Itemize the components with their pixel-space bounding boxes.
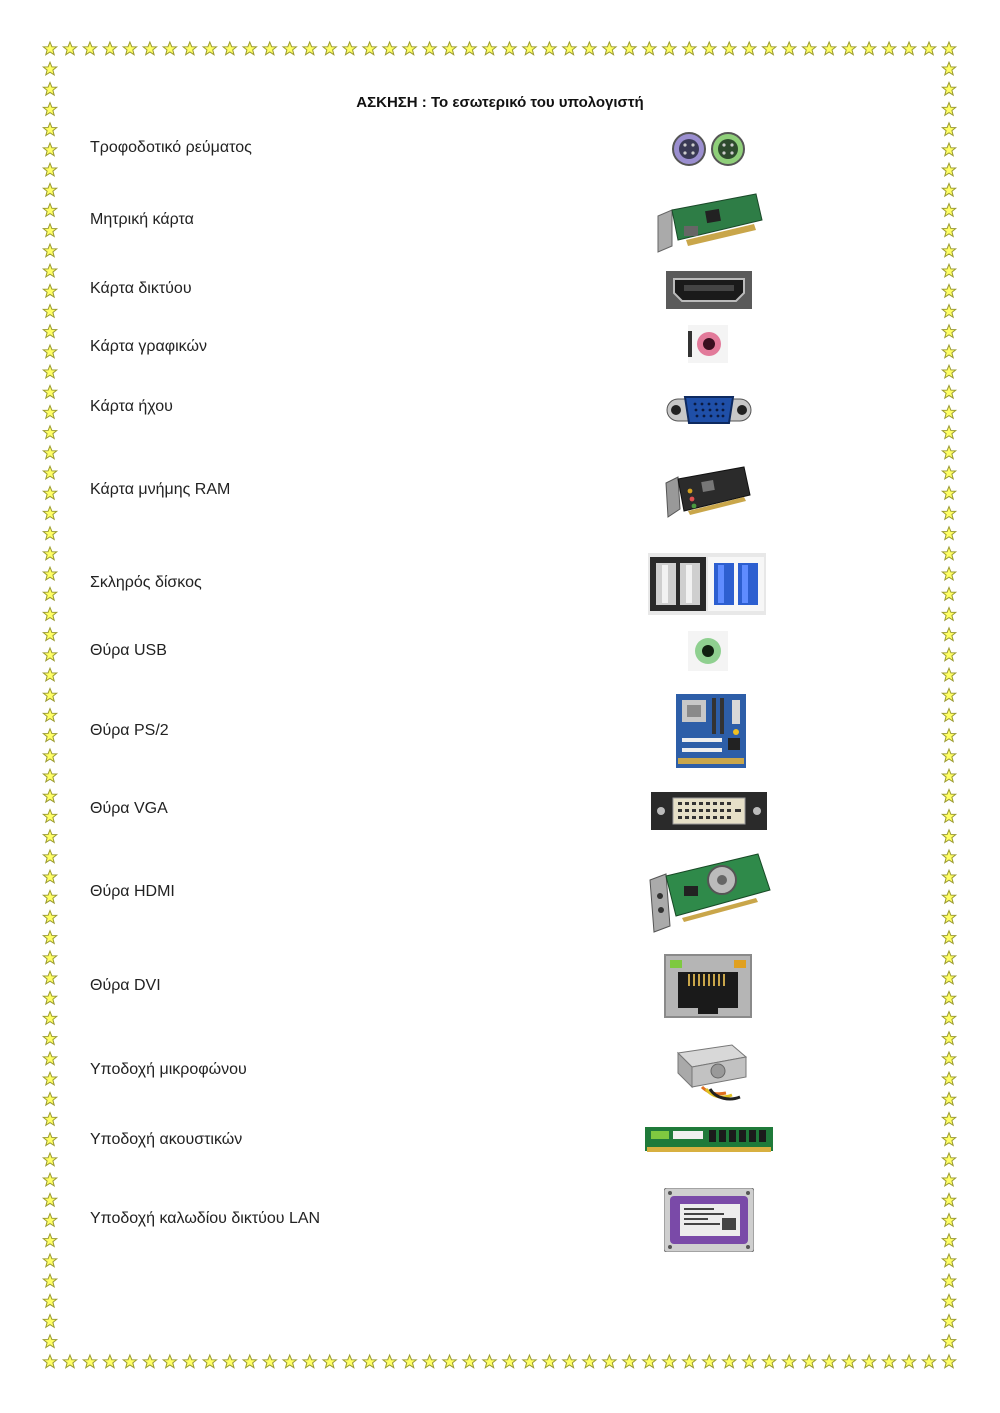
border-star-icon <box>203 1355 216 1368</box>
border-star-icon <box>583 1355 596 1368</box>
hard-disk-image[interactable] <box>664 1188 754 1252</box>
border-star-icon <box>103 42 116 55</box>
border-star-icon <box>43 244 56 257</box>
border-star-icon <box>942 1113 955 1126</box>
border-star-icon <box>603 1355 616 1368</box>
border-star-icon <box>902 1355 915 1368</box>
border-star-icon <box>43 466 56 479</box>
border-star-icon <box>942 628 955 641</box>
border-star-icon <box>942 486 955 499</box>
border-star-icon <box>942 749 955 762</box>
border-star-icon <box>942 264 955 277</box>
border-star-icon <box>43 890 56 903</box>
term-power-supply[interactable]: Τροφοδοτικό ρεύματος <box>90 139 252 156</box>
border-star-icon <box>323 42 336 55</box>
term-hard-disk[interactable]: Σκληρός δίσκος <box>90 574 202 591</box>
border-star-icon <box>623 42 636 55</box>
border-star-icon <box>942 931 955 944</box>
border-star-icon <box>43 1153 56 1166</box>
border-star-icon <box>43 406 56 419</box>
sound-card-image[interactable] <box>664 463 752 521</box>
border-star-icon <box>43 1315 56 1328</box>
border-star-icon <box>43 870 56 883</box>
border-star-icon <box>942 1052 955 1065</box>
border-star-icon <box>43 143 56 156</box>
border-star-icon <box>263 1355 276 1368</box>
border-star-icon <box>143 1355 156 1368</box>
border-star-icon <box>942 830 955 843</box>
term-headphone-socket[interactable]: Υποδοχή ακουστικών <box>90 1131 243 1148</box>
border-star-icon <box>183 1355 196 1368</box>
border-star-icon <box>143 42 156 55</box>
graphics-card-image[interactable] <box>648 852 772 934</box>
border-star-icon <box>363 1355 376 1368</box>
border-star-icon <box>43 547 56 560</box>
border-star-icon <box>43 163 56 176</box>
border-star-icon <box>643 1355 656 1368</box>
border-star-icon <box>942 244 955 257</box>
border-star-icon <box>483 1355 496 1368</box>
dvi-port-image[interactable] <box>651 792 767 830</box>
border-star-icon <box>942 1315 955 1328</box>
term-mic-socket[interactable]: Υποδοχή μικροφώνου <box>90 1061 247 1078</box>
border-star-icon <box>942 890 955 903</box>
border-star-icon <box>423 1355 436 1368</box>
border-star-icon <box>822 42 835 55</box>
border-star-icon <box>942 951 955 964</box>
worksheet-title: ΑΣΚΗΣΗ : Το εσωτερικό του υπολογιστή <box>356 94 644 111</box>
border-star-icon <box>942 1294 955 1307</box>
border-star-icon <box>862 1355 875 1368</box>
border-star-icon <box>942 1355 955 1368</box>
border-star-icon <box>43 325 56 338</box>
border-star-icon <box>43 769 56 782</box>
border-star-icon <box>942 789 955 802</box>
border-star-icon <box>922 1355 935 1368</box>
border-star-icon <box>43 668 56 681</box>
border-star-icon <box>43 1274 56 1287</box>
border-star-icon <box>942 1274 955 1287</box>
border-star-icon <box>43 587 56 600</box>
border-star-icon <box>683 1355 696 1368</box>
border-star-icon <box>43 204 56 217</box>
power-supply-image[interactable] <box>672 1043 752 1101</box>
border-star-icon <box>443 1355 456 1368</box>
border-star-icon <box>543 42 556 55</box>
border-star-icon <box>43 1032 56 1045</box>
border-star-icon <box>43 1092 56 1105</box>
border-star-icon <box>403 1355 416 1368</box>
ps2-ports-image[interactable] <box>670 127 748 171</box>
border-star-icon <box>363 42 376 55</box>
border-star-icon <box>942 466 955 479</box>
border-star-icon <box>103 1355 116 1368</box>
border-star-icon <box>43 1173 56 1186</box>
border-star-icon <box>463 1355 476 1368</box>
border-star-icon <box>942 325 955 338</box>
border-star-icon <box>443 42 456 55</box>
border-star-icon <box>683 42 696 55</box>
border-star-icon <box>942 305 955 318</box>
border-star-icon <box>43 1335 56 1348</box>
border-star-icon <box>43 224 56 237</box>
border-star-icon <box>643 42 656 55</box>
border-star-icon <box>43 284 56 297</box>
hdmi-port-image[interactable] <box>666 271 752 309</box>
border-star-icon <box>43 426 56 439</box>
lan-port-image[interactable] <box>664 954 752 1018</box>
term-ps2-port[interactable]: Θύρα PS/2 <box>90 722 169 739</box>
border-star-icon <box>383 42 396 55</box>
term-motherboard[interactable]: Μητρική κάρτα <box>90 211 194 228</box>
border-star-icon <box>43 1254 56 1267</box>
border-star-icon <box>942 1153 955 1166</box>
border-star-icon <box>942 1193 955 1206</box>
border-star-icon <box>43 709 56 722</box>
microphone-jack-image[interactable] <box>688 325 728 363</box>
border-star-icon <box>942 1335 955 1348</box>
border-star-icon <box>303 1355 316 1368</box>
border-star-icon <box>882 1355 895 1368</box>
border-star-icon <box>922 42 935 55</box>
border-star-icon <box>563 42 576 55</box>
border-star-icon <box>942 688 955 701</box>
border-star-icon <box>43 1113 56 1126</box>
border-star-icon <box>43 123 56 136</box>
border-star-icon <box>563 1355 576 1368</box>
border-star-icon <box>862 42 875 55</box>
border-star-icon <box>43 1052 56 1065</box>
border-star-icon <box>942 810 955 823</box>
border-star-icon <box>343 1355 356 1368</box>
border-star-icon <box>723 1355 736 1368</box>
border-star-icon <box>43 1355 56 1368</box>
border-star-icon <box>383 1355 396 1368</box>
border-star-icon <box>942 567 955 580</box>
border-star-icon <box>902 42 915 55</box>
border-star-icon <box>43 951 56 964</box>
border-star-icon <box>942 1012 955 1025</box>
border-star-icon <box>942 547 955 560</box>
border-star-icon <box>43 789 56 802</box>
border-star-icon <box>43 850 56 863</box>
border-star-icon <box>43 991 56 1004</box>
border-star-icon <box>663 1355 676 1368</box>
border-star-icon <box>243 1355 256 1368</box>
border-star-icon <box>942 971 955 984</box>
vga-port-image[interactable] <box>665 393 753 427</box>
border-star-icon <box>203 42 216 55</box>
border-star-icon <box>942 385 955 398</box>
border-star-icon <box>942 1173 955 1186</box>
border-star-icon <box>942 991 955 1004</box>
border-star-icon <box>942 769 955 782</box>
border-star-icon <box>942 365 955 378</box>
border-star-icon <box>822 1355 835 1368</box>
border-star-icon <box>83 1355 96 1368</box>
border-star-icon <box>43 1012 56 1025</box>
border-star-icon <box>623 1355 636 1368</box>
border-star-icon <box>782 1355 795 1368</box>
border-star-icon <box>43 446 56 459</box>
border-star-icon <box>942 143 955 156</box>
border-star-icon <box>63 1355 76 1368</box>
border-star-icon <box>43 971 56 984</box>
border-star-icon <box>543 1355 556 1368</box>
border-star-icon <box>43 305 56 318</box>
border-star-icon <box>882 42 895 55</box>
border-star-icon <box>283 42 296 55</box>
border-star-icon <box>942 123 955 136</box>
border-star-icon <box>942 527 955 540</box>
term-ram[interactable]: Κάρτα μνήμης RAM <box>90 481 231 498</box>
border-star-icon <box>942 1133 955 1146</box>
border-star-icon <box>703 42 716 55</box>
border-star-icon <box>842 42 855 55</box>
border-star-icon <box>303 42 316 55</box>
border-star-icon <box>942 1092 955 1105</box>
border-star-icon <box>523 42 536 55</box>
border-star-icon <box>323 1355 336 1368</box>
term-graphics-card[interactable]: Κάρτα γραφικών <box>90 338 207 355</box>
border-star-icon <box>942 224 955 237</box>
border-star-icon <box>663 42 676 55</box>
ram-module-image[interactable] <box>645 1125 773 1155</box>
border-star-icon <box>43 1294 56 1307</box>
border-star-icon <box>43 365 56 378</box>
border-star-icon <box>942 183 955 196</box>
border-star-icon <box>63 42 76 55</box>
border-star-icon <box>183 42 196 55</box>
headphone-jack-image[interactable] <box>688 631 728 671</box>
border-star-icon <box>743 42 756 55</box>
border-star-icon <box>463 42 476 55</box>
border-star-icon <box>942 911 955 924</box>
border-star-icon <box>942 62 955 75</box>
border-star-icon <box>942 1254 955 1267</box>
border-star-icon <box>942 1032 955 1045</box>
border-star-icon <box>223 1355 236 1368</box>
border-star-icon <box>942 668 955 681</box>
usb-ports-image[interactable] <box>648 553 766 615</box>
border-star-icon <box>942 709 955 722</box>
border-star-icon <box>942 1234 955 1247</box>
motherboard-image[interactable] <box>676 694 746 768</box>
border-star-icon <box>942 446 955 459</box>
border-star-icon <box>43 830 56 843</box>
border-star-icon <box>523 1355 536 1368</box>
border-star-icon <box>403 42 416 55</box>
term-network-card[interactable]: Κάρτα δικτύου <box>90 280 192 297</box>
border-star-icon <box>223 42 236 55</box>
border-star-icon <box>43 1072 56 1085</box>
term-vga-port[interactable]: Θύρα VGA <box>90 800 168 817</box>
border-star-icon <box>43 486 56 499</box>
border-star-icon <box>763 42 776 55</box>
border-star-icon <box>163 1355 176 1368</box>
border-star-icon <box>423 42 436 55</box>
border-star-icon <box>43 345 56 358</box>
border-star-icon <box>43 385 56 398</box>
border-star-icon <box>43 688 56 701</box>
border-star-icon <box>43 1214 56 1227</box>
border-star-icon <box>483 42 496 55</box>
term-sound-card[interactable]: Κάρτα ήχου <box>90 398 173 415</box>
border-star-icon <box>942 42 955 55</box>
border-star-icon <box>43 911 56 924</box>
border-star-icon <box>283 1355 296 1368</box>
border-star-icon <box>43 749 56 762</box>
border-star-icon <box>802 1355 815 1368</box>
border-star-icon <box>123 42 136 55</box>
border-star-icon <box>942 729 955 742</box>
border-star-icon <box>942 284 955 297</box>
border-star-icon <box>243 42 256 55</box>
border-star-icon <box>942 345 955 358</box>
border-star-icon <box>942 507 955 520</box>
border-star-icon <box>83 42 96 55</box>
border-star-icon <box>503 1355 516 1368</box>
term-dvi-port[interactable]: Θύρα DVI <box>90 977 161 994</box>
border-star-icon <box>343 42 356 55</box>
border-star-icon <box>763 1355 776 1368</box>
border-star-icon <box>43 1193 56 1206</box>
border-star-icon <box>942 163 955 176</box>
border-star-icon <box>163 42 176 55</box>
border-star-icon <box>842 1355 855 1368</box>
border-star-icon <box>583 42 596 55</box>
border-star-icon <box>43 648 56 661</box>
border-star-icon <box>782 42 795 55</box>
network-card-image[interactable] <box>656 190 764 256</box>
border-star-icon <box>603 42 616 55</box>
border-star-icon <box>43 608 56 621</box>
border-star-icon <box>942 204 955 217</box>
border-star-icon <box>43 507 56 520</box>
border-star-icon <box>942 648 955 661</box>
border-star-icon <box>43 1234 56 1247</box>
border-star-icon <box>43 62 56 75</box>
border-star-icon <box>43 264 56 277</box>
term-usb-port[interactable]: Θύρα USB <box>90 642 167 659</box>
border-star-icon <box>263 42 276 55</box>
border-star-icon <box>942 1214 955 1227</box>
border-star-icon <box>723 42 736 55</box>
border-star-icon <box>743 1355 756 1368</box>
border-star-icon <box>503 42 516 55</box>
border-star-icon <box>43 42 56 55</box>
border-star-icon <box>802 42 815 55</box>
border-star-icon <box>942 608 955 621</box>
border-star-icon <box>43 729 56 742</box>
border-star-icon <box>43 628 56 641</box>
term-lan-socket[interactable]: Υποδοχή καλωδίου δικτύου LAN <box>90 1210 321 1227</box>
border-star-icon <box>43 810 56 823</box>
border-star-icon <box>43 183 56 196</box>
border-star-icon <box>942 1072 955 1085</box>
border-star-icon <box>703 1355 716 1368</box>
border-star-icon <box>43 1133 56 1146</box>
border-star-icon <box>43 567 56 580</box>
border-star-icon <box>942 850 955 863</box>
border-star-icon <box>942 426 955 439</box>
border-star-icon <box>942 587 955 600</box>
border-star-icon <box>123 1355 136 1368</box>
border-star-icon <box>43 527 56 540</box>
border-star-icon <box>942 406 955 419</box>
border-star-icon <box>942 870 955 883</box>
border-star-icon <box>43 931 56 944</box>
term-hdmi-port[interactable]: Θύρα HDMI <box>90 883 175 900</box>
